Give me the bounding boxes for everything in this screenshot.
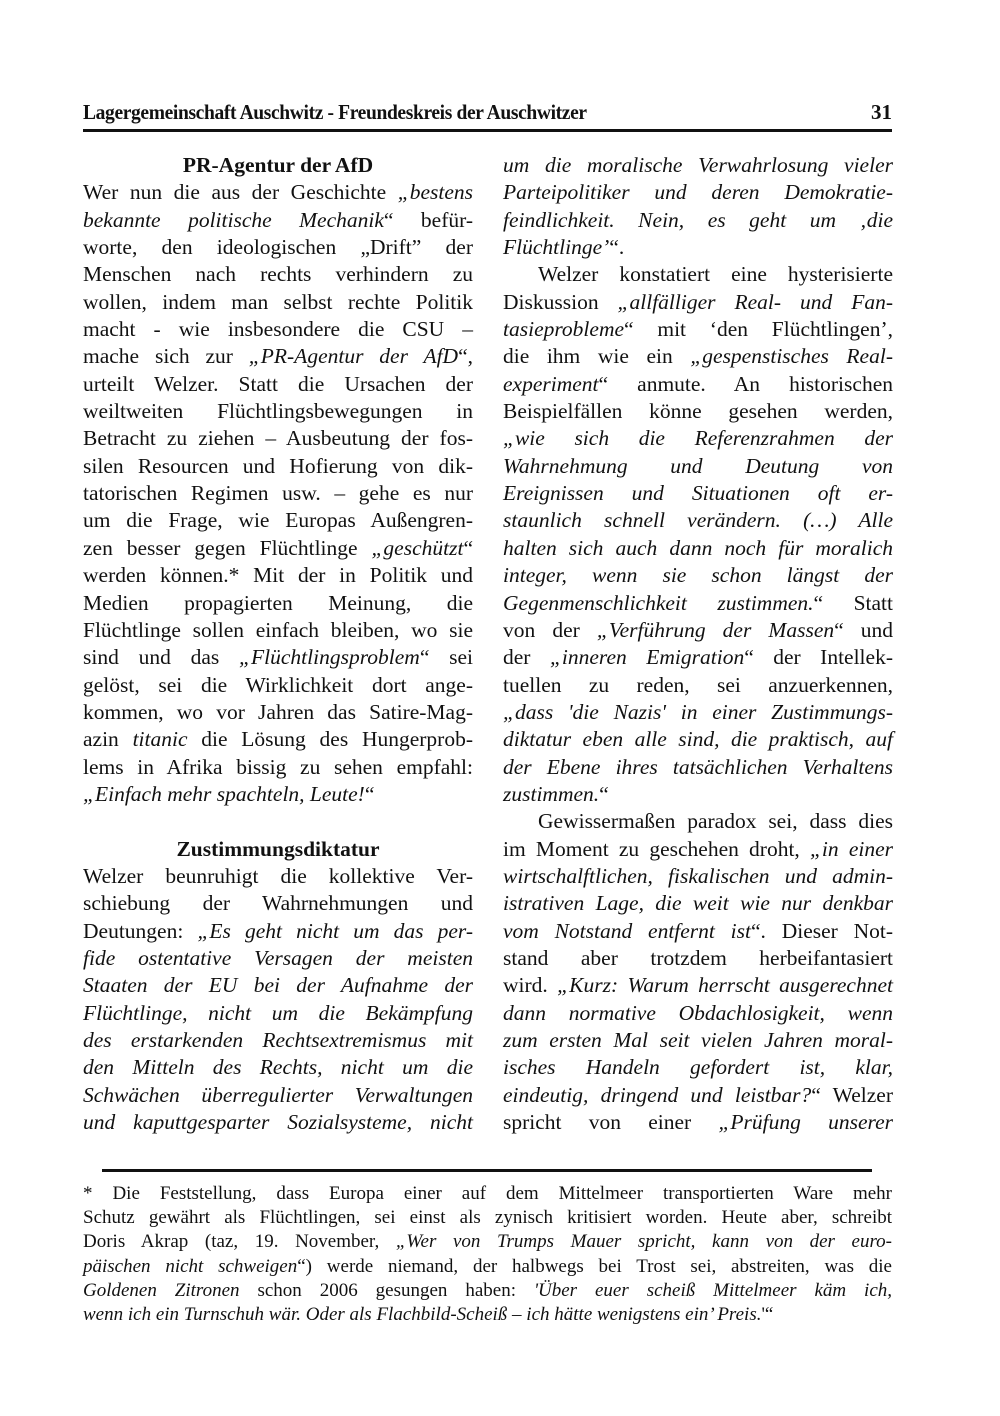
text-line <box>503 535 893 562</box>
text-line <box>83 1182 892 1206</box>
text-line <box>503 672 893 699</box>
text-segment: sind und das <box>83 645 240 670</box>
italic-text: „Einfach mehr spachteln, Leute! <box>83 781 365 806</box>
text-line <box>83 507 473 534</box>
text-segment: Beispielfällen könne gesehen werden, <box>503 399 893 424</box>
text-line <box>503 398 893 425</box>
italic-text: Schwächen überregulierter Verwaltungen <box>83 1082 473 1107</box>
text-line <box>83 289 473 316</box>
text-line <box>83 972 473 999</box>
text-line <box>503 453 893 480</box>
italic-text: „Wer von Trumps Mauer spricht, kann von der euro- <box>395 1231 892 1253</box>
text-line <box>83 726 473 753</box>
italic-text: dann normative Obdachlosigkeit, wenn <box>503 1000 893 1025</box>
text-segment: Wer nun die aus der Geschichte <box>83 180 398 205</box>
page-number: 31 <box>871 100 892 124</box>
text-line <box>83 945 473 972</box>
text-line <box>83 1255 892 1279</box>
text-segment: * Die Feststellung, dass Europa einer auf dem Mittelmeer transportierten Ware mehr <box>83 1183 892 1204</box>
italic-text: „dass 'die Nazis' in einer Zustimmungs- <box>503 699 893 724</box>
text-line <box>83 453 473 480</box>
italic-text: bekannte politische Mechanik <box>83 207 384 232</box>
text-segment: “ und <box>834 617 894 642</box>
text-segment: “ befür- <box>383 207 473 232</box>
italic-text: „PR-Agentur der AfD <box>248 344 459 369</box>
text-line <box>503 699 893 726</box>
text-line <box>83 672 473 699</box>
italic-text: experiment <box>503 371 599 396</box>
text-segment: Menschen nach rechts verhindern zu <box>83 262 473 287</box>
text-line <box>503 1109 893 1136</box>
text-line <box>503 1027 893 1054</box>
text-segment: azin <box>83 727 133 752</box>
section-gap <box>83 808 473 835</box>
text-segment: “ <box>599 781 609 806</box>
text-segment: “, <box>458 344 474 369</box>
text-segment: weiltweiten Flüchtlingsbewegungen in <box>83 399 473 424</box>
italic-text: zustimmen. <box>503 781 600 806</box>
text-line <box>503 644 893 671</box>
text-line <box>503 945 893 972</box>
italic-text: Ereignissen und Situationen oft er- <box>503 481 893 506</box>
text-segment: “ <box>364 781 375 806</box>
text-segment: silen Resourcen und Hofierung von dik- <box>83 453 473 478</box>
text-line <box>83 1230 892 1254</box>
italic-text: „Es geht nicht um das per- <box>197 918 474 943</box>
paragraph-pr-agentur <box>83 179 473 808</box>
text-line <box>503 289 893 316</box>
text-segment: “ Statt <box>813 590 894 615</box>
text-line <box>503 754 893 781</box>
italic-text: Goldenen Zitronen <box>83 1279 240 1301</box>
italic-text: und kaputtgesparter Sozialsysteme, nicht <box>83 1110 473 1135</box>
italic-text: um die moralische Verwahrlosung vieler <box>503 153 893 177</box>
text-line <box>83 1303 892 1327</box>
right-column <box>503 152 893 1136</box>
italic-text: isches Handeln gefordert ist, klar, <box>503 1055 893 1080</box>
left-column <box>83 152 473 1136</box>
italic-text: Parteipolitiker und deren Demokratie- <box>503 180 893 205</box>
text-segment: “ sei <box>419 645 473 670</box>
text-segment: Gewissermaßen paradox sei, dass dies <box>538 809 893 834</box>
italic-text: zum ersten Mal seit vielen Jahren moral- <box>503 1028 893 1052</box>
text-line <box>83 316 473 343</box>
italic-text: der Ebene ihres tatsächlichen Verhaltens <box>503 754 893 779</box>
text-segment: zen besser gegen Flüchtlinge <box>83 535 372 560</box>
text-line <box>83 207 473 234</box>
text-segment: tatorischen Regimen usw. – gehe es nur <box>83 481 473 506</box>
text-segment: “ anmute. An historischen <box>598 371 893 396</box>
italic-text: istrativen Lage, die weit wie nur denkbar <box>503 891 893 916</box>
text-line <box>503 972 893 999</box>
text-line <box>503 207 893 234</box>
text-line <box>83 261 473 288</box>
text-line <box>83 1109 473 1136</box>
text-line <box>83 1054 473 1081</box>
text-line <box>503 918 893 945</box>
text-segment: im Moment zu geschehen droht, <box>503 836 810 861</box>
text-segment: “) werde niemand, der halbwegs bei Trost sei, abstreiten, was die <box>297 1255 892 1277</box>
text-segment: “. Dieser Not- <box>751 918 893 943</box>
text-segment: macht - wie insbesondere die CSU – <box>83 317 473 342</box>
italic-text: integer, wenn sie schon längst der <box>503 563 893 588</box>
text-line <box>503 371 893 398</box>
italic-text: Gegenmenschlichkeit zustimmen. <box>503 590 814 615</box>
text-line <box>83 398 473 425</box>
text-line <box>83 1027 473 1054</box>
paragraph-right-column <box>503 152 893 1136</box>
text-segment: werden können.* Mit der in Politik und <box>83 563 473 588</box>
italic-text: „wie sich die Referenzrahmen der <box>503 426 893 451</box>
italic-text: feindlichkeit. Nein, es geht um ‚die <box>503 207 893 232</box>
text-line <box>83 343 473 370</box>
footnote <box>83 1182 892 1327</box>
text-segment: tuellen zu reden, sei anzuerkennen, <box>503 672 893 697</box>
text-line <box>83 371 473 398</box>
italic-text: päischen nicht schweigen <box>83 1255 298 1277</box>
text-line <box>503 261 893 288</box>
italic-text: „gespenstisches Real- <box>690 344 893 369</box>
italic-text: eindeutig, dringend und leistbar? <box>503 1082 812 1107</box>
text-line <box>503 863 893 890</box>
text-line <box>83 1000 473 1027</box>
text-segment: Betracht zu ziehen – Ausbeutung der fos- <box>83 426 473 451</box>
text-segment: der <box>503 645 550 670</box>
text-segment: Deutungen: <box>83 918 198 943</box>
italic-text: „Kurz: Warum herrscht ausgerechnet <box>557 973 893 998</box>
text-line <box>503 507 893 534</box>
header-rule <box>83 129 892 132</box>
text-line <box>503 152 893 179</box>
text-segment: Flüchtlinge sollen einfach bleiben, wo sie <box>83 617 473 642</box>
text-line <box>503 890 893 917</box>
text-line <box>83 480 473 507</box>
section-heading-zustimmungsdiktatur: Zustimmungsdiktatur <box>176 836 380 861</box>
footnote-rule <box>102 1169 872 1172</box>
text-segment: kommen, wo vor Jahren das Satire-Mag- <box>83 699 473 724</box>
italic-text: staunlich schnell verändern. (…) Alle <box>503 508 893 533</box>
text-line <box>83 535 473 562</box>
italic-text: Wahrnehmung und Deutung von <box>503 453 893 478</box>
text-segment: stand aber trotzdem herbeifantasiert <box>503 945 893 970</box>
text-line <box>503 343 893 370</box>
text-line <box>83 234 473 261</box>
text-line <box>503 316 893 343</box>
text-line <box>83 590 473 617</box>
text-segment: gelöst, sei die Wirklichkeit dort ange- <box>83 672 473 697</box>
running-header <box>83 100 892 126</box>
text-segment: Welzer konstatiert eine hysterisierte <box>538 262 893 287</box>
text-line <box>83 754 473 781</box>
text-line <box>83 863 473 890</box>
italic-text: diktatur eben alle sind, die praktisch, auf <box>503 727 893 752</box>
text-line <box>83 179 473 206</box>
text-segment: worte, den ideologischen „Drift” der <box>83 235 473 260</box>
text-line <box>83 918 473 945</box>
text-line <box>503 617 893 644</box>
italic-text: tasieprobleme <box>503 317 625 342</box>
text-line <box>83 781 473 808</box>
text-line <box>83 1206 892 1230</box>
text-line <box>503 562 893 589</box>
text-line <box>503 480 893 507</box>
text-segment: die Lösung des Hungerprob- <box>187 727 473 752</box>
text-segment: Welzer beunruhigt die kollektive Ver- <box>83 863 473 888</box>
header-title: Lagergemeinschaft Auschwitz - Freundeskreis der Auschwitzer <box>83 100 587 124</box>
italic-text: „Prüfung unserer <box>718 1110 893 1135</box>
text-segment: '“ <box>761 1303 774 1325</box>
text-line <box>503 425 893 452</box>
text-line <box>83 699 473 726</box>
text-segment: schon 2006 gesungen haben: <box>239 1279 534 1301</box>
italic-text: 'Über euer scheiß Mittelmeer käm ich, <box>533 1279 892 1301</box>
text-segment: mache sich zur <box>83 344 249 369</box>
italic-text: „geschützt <box>371 535 464 560</box>
italic-text: wenn ich ein Turnschuh wär. Oder als Flachbild-Scheiß – ich hätte wenigstens ein’ Preis. <box>83 1303 762 1325</box>
italic-text: vom Notstand entfernt ist <box>503 918 751 943</box>
text-line <box>503 234 893 261</box>
text-line <box>503 1000 893 1027</box>
italic-text: halten sich auch dann noch für moralich <box>503 535 893 560</box>
footnote-text <box>83 1182 892 1327</box>
paragraph-zustimmungsdiktatur <box>83 863 473 1136</box>
text-segment: “ mit ‘den Flüchtlingen’, <box>624 317 893 342</box>
italic-text: des erstarkenden Rechtsextremismus mit <box>83 1028 473 1052</box>
text-segment: wollen, indem man selbst rechte Politik <box>83 289 473 314</box>
text-segment: “. <box>609 235 625 260</box>
text-segment: “ der Intellek- <box>744 645 893 670</box>
text-line <box>503 590 893 617</box>
text-segment: Schutz gewährt als Flüchtlingen, sei einst als zynisch kritisiert worden. Heute aber, schreibt <box>83 1207 892 1229</box>
text-line <box>503 781 893 808</box>
text-segment: Doris Akrap (taz, 19. November, <box>83 1231 396 1253</box>
text-segment: die ihm wie ein <box>503 344 691 369</box>
italic-text: titanic <box>132 727 188 752</box>
italic-text: fide ostentative Versagen der meisten <box>83 945 473 970</box>
text-segment: lems in Afrika bissig zu sehen empfahl: <box>83 754 473 779</box>
text-segment: schiebung der Wahrnehmungen und <box>83 891 473 916</box>
text-line <box>503 1082 893 1109</box>
italic-text: Flüchtlinge, nicht um die Bekämpfung <box>83 1000 473 1025</box>
text-line <box>83 617 473 644</box>
text-segment: Medien propagierten Meinung, die <box>83 590 473 615</box>
text-line <box>83 425 473 452</box>
text-segment: wird. <box>503 973 558 998</box>
text-line <box>503 836 893 863</box>
text-line <box>83 1279 892 1303</box>
text-line <box>503 179 893 206</box>
text-segment: “ Welzer <box>811 1082 893 1107</box>
text-line <box>83 890 473 917</box>
italic-text: Flüchtlinge’ <box>503 235 610 260</box>
text-segment: spricht von einer <box>503 1110 719 1135</box>
text-line <box>503 1054 893 1081</box>
text-segment: um die Frage, wie Europas Außengren- <box>83 508 473 533</box>
italic-text: Staaten der EU bei der Aufnahme der <box>83 973 473 998</box>
italic-text: „Verführung der Massen <box>596 617 835 642</box>
section-heading-pr-agentur: PR-Agentur der AfD <box>182 153 374 177</box>
text-segment: “ <box>463 535 473 560</box>
text-segment: von der <box>503 617 597 642</box>
italic-text: den Mitteln des Rechts, nicht um die <box>83 1055 473 1080</box>
text-segment: urteilt Welzer. Statt die Ursachen der <box>83 371 473 396</box>
italic-text: „Flüchtlingsproblem <box>239 645 420 670</box>
text-line <box>83 1082 473 1109</box>
italic-text: „in einer <box>809 836 893 861</box>
italic-text: „bestens <box>397 180 473 205</box>
italic-text: wirtschalftlichen, fiskalischen und admin- <box>503 863 893 888</box>
text-segment: Diskussion <box>503 289 618 314</box>
text-line <box>83 644 473 671</box>
text-line <box>503 808 893 835</box>
text-line <box>83 562 473 589</box>
italic-text: „inneren Emigration <box>549 645 745 670</box>
text-line <box>503 726 893 753</box>
italic-text: „allfälliger Real- und Fan- <box>617 289 894 314</box>
